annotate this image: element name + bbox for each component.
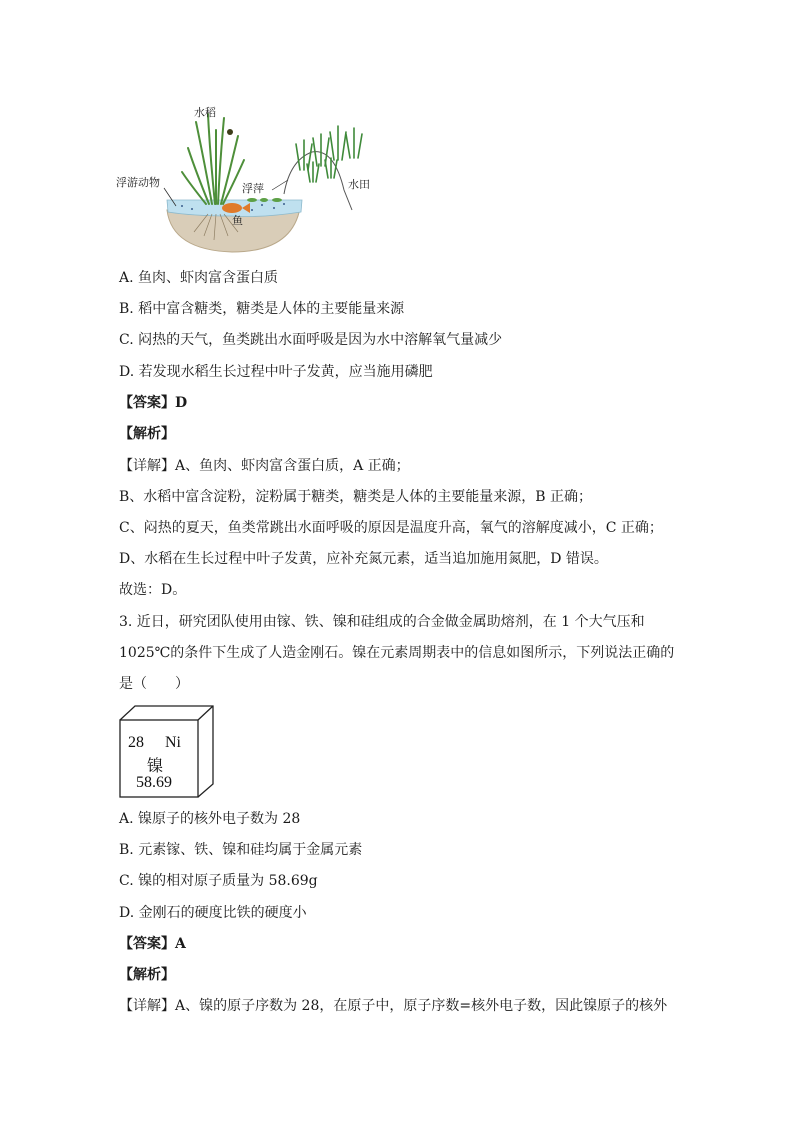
q2-answer: 【答案】D xyxy=(119,395,188,411)
q3-stem-line-1: 3. 近日，研究团队使用由镓、铁、镍和硅组成的合金做金属助熔剂，在 1 个大气压和 xyxy=(119,614,645,630)
element-name: 镍 xyxy=(147,756,164,775)
q2-option-c: C. 闷热的天气，鱼类跳出水面呼吸是因为水中溶解氧气量减少 xyxy=(119,332,503,348)
q2-detail-a: 【详解】A、鱼肉、虾肉富含蛋白质，A 正确； xyxy=(119,458,410,474)
atomic-number: 28 xyxy=(128,734,144,751)
nickel-element-cube xyxy=(117,704,217,798)
label-rice: 水稻 xyxy=(194,106,216,119)
q2-option-d: D. 若发现水稻生长过程中叶子发黄，应当施用磷肥 xyxy=(119,364,433,380)
q3-option-b: B. 元素镓、铁、镍和硅均属于金属元素 xyxy=(119,842,363,858)
q3-answer: 【答案】A xyxy=(119,936,186,952)
q2-option-a: A. 鱼肉、虾肉富含蛋白质 xyxy=(119,270,279,286)
q3-stem-line-2: 1025℃的条件下生成了人造金刚石。镍在元素周期表中的信息如图所示，下列说法正确的 xyxy=(119,645,675,661)
q3-option-a: A. 镍原子的核外电子数为 28 xyxy=(119,811,301,827)
q3-analysis-title: 【解析】 xyxy=(119,967,175,983)
q3-option-d: D. 金刚石的硬度比铁的硬度小 xyxy=(119,905,307,921)
q2-conclusion: 故选：D。 xyxy=(119,582,187,598)
label-fish: 鱼 xyxy=(232,214,243,227)
element-symbol: Ni xyxy=(165,734,181,751)
q2-detail-d: D、水稻在生长过程中叶子发黄，应补充氮元素，适当追加施用氮肥，D 错误。 xyxy=(119,551,608,567)
rice-paddy-ecosystem-figure xyxy=(112,100,402,260)
q2-analysis-title: 【解析】 xyxy=(119,426,175,442)
q2-option-b: B. 稻中富含糖类，糖类是人体的主要能量来源 xyxy=(119,301,405,317)
label-duckweed: 浮萍 xyxy=(242,182,264,195)
label-paddy: 水田 xyxy=(348,178,370,191)
label-zooplankton: 浮游动物 xyxy=(116,176,160,189)
q2-detail-c: C、闷热的夏天，鱼类常跳出水面呼吸的原因是温度升高，氧气的溶解度减小，C 正确； xyxy=(119,520,663,536)
atomic-mass: 58.69 xyxy=(136,774,172,791)
q3-stem-line-3: 是（ ） xyxy=(119,676,189,692)
q3-detail: 【详解】A、镍的原子序数为 28，在原子中，原子序数=核外电子数，因此镍原子的核外 xyxy=(119,998,668,1014)
q3-option-c: C. 镍的相对原子质量为 58.69g xyxy=(119,873,318,889)
q2-detail-b: B、水稻中富含淀粉，淀粉属于糖类，糖类是人体的主要能量来源，B 正确； xyxy=(119,489,593,505)
